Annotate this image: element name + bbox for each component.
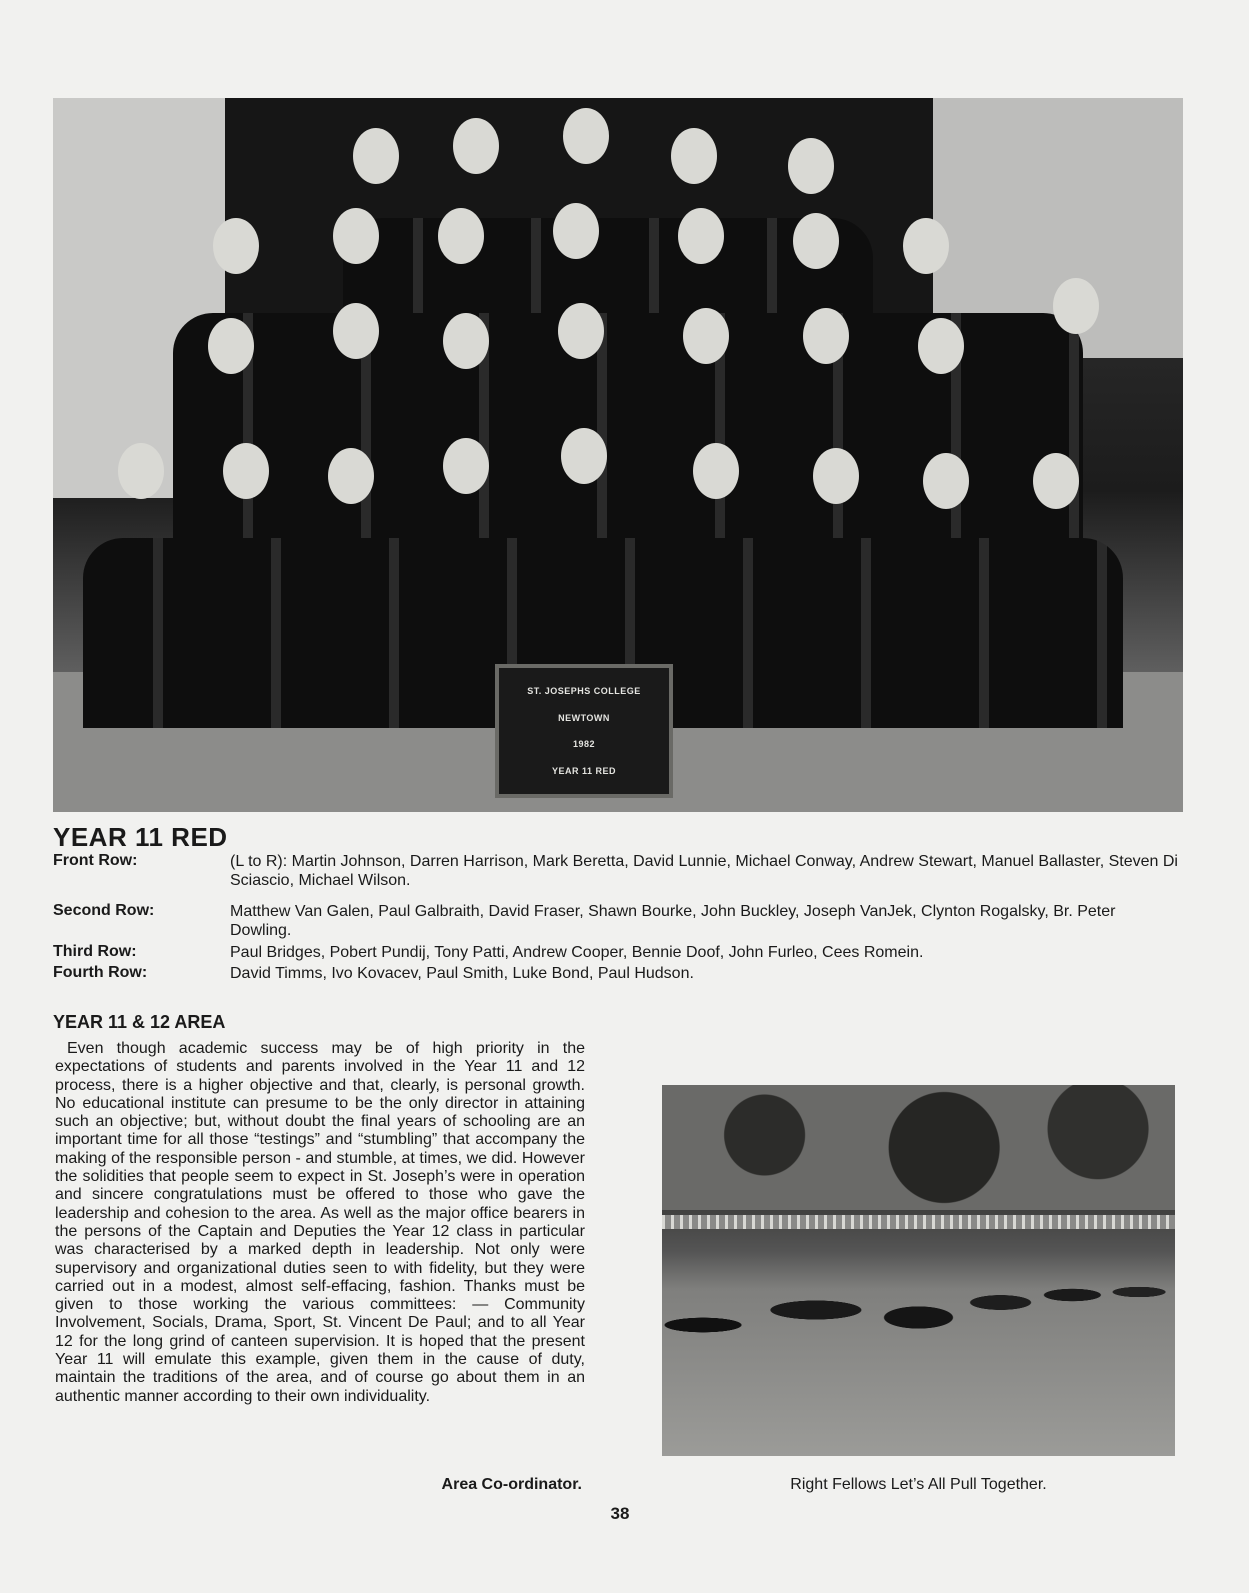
row-label-front: Front Row:	[53, 852, 138, 869]
student-face	[333, 208, 379, 264]
student-face	[213, 218, 259, 274]
row-names-third: Paul Bridges, Pobert Pundij, Tony Patti, Andrew Cooper, Bennie Doof, John Furleo, Cees Romein.	[230, 944, 924, 961]
student-face	[443, 438, 489, 494]
photo-caption: Right Fellows Let’s All Pull Together.	[790, 1476, 1047, 1493]
student-face	[208, 318, 254, 374]
area-body-text: Even though academic success may be of high priority in the expectations of students and parents involved in the Year 11 and 12 process, there is a higher objective and that, clearly, is personal growth. No educational institute can presume to be the only director in attaining such an objective; but, without doubt the final years of schooling are an important time for all those “testings” and “stumbling” that accompany the making of the responsible person - and stumble, at times, we did. However the solidities that people seem to expect in St. Joseph’s were in operation and sincere congratulations must be offered to those who gave the leadership and cohesion to the area. As well as the major office bearers in the persons of the Captain and Deputies the Year 12 class in particular was characterised by a marked depth in leadership. Not only were supervisory and organizational duties seen to with fidelity, but they were carried out in a modest, almost self-effacing, fashion. Thanks must be given to those working the various committees: — Community Involvement, Socials, Drama, Sport, St. Vincent De Paul; and to all Year 12 for the long grind of canteen supervision. It is hoped that the present Year 11 will emulate this example, given them in the cause of duty, maintain the traditions of the area, and of course go about them in an authentic manner according to their own individuality.	[55, 1040, 585, 1405]
student-face	[553, 203, 599, 259]
student-face	[918, 318, 964, 374]
sign-line: 1982	[572, 739, 596, 750]
student-face	[453, 118, 499, 174]
row-names-front: (L to R): Martin Johnson, Darren Harrison, Mark Beretta, David Lunnie, Michael Conway, Andrew Stewart, Manuel Ballaster, Steven Di Sciascio, Michael Wilson.	[230, 853, 1178, 889]
class-sign	[495, 664, 673, 798]
student-face	[558, 303, 604, 359]
row-label-third: Third Row:	[53, 943, 137, 960]
student-face	[353, 128, 399, 184]
photo-fence	[662, 1215, 1175, 1229]
student-face	[118, 443, 164, 499]
photo-tug-team	[662, 1235, 1175, 1385]
section-heading: YEAR 11 RED	[53, 822, 228, 852]
student-face	[1033, 453, 1079, 509]
student-face	[328, 448, 374, 504]
page-number: 38	[610, 1504, 630, 1523]
teacher-face	[1053, 278, 1099, 334]
sign-line: ST. JOSEPHS COLLEGE	[527, 686, 641, 697]
student-face	[793, 213, 839, 269]
student-face	[223, 443, 269, 499]
student-face	[561, 428, 607, 484]
row-names-second: Matthew Van Galen, Paul Galbraith, David Fraser, Shawn Bourke, John Buckley, Joseph VanJek, Clynton Rogalsky, Br. Peter Dowling.	[230, 903, 1116, 939]
row-label-second: Second Row:	[53, 902, 155, 919]
student-face	[443, 313, 489, 369]
student-face	[671, 128, 717, 184]
student-face	[683, 308, 729, 364]
student-face	[678, 208, 724, 264]
student-face	[788, 138, 834, 194]
student-face	[438, 208, 484, 264]
student-face	[563, 108, 609, 164]
class-photo	[53, 98, 1183, 812]
student-face	[693, 443, 739, 499]
student-face	[923, 453, 969, 509]
student-face	[903, 218, 949, 274]
photo-trees	[662, 1085, 1175, 1210]
area-heading: YEAR 11 & 12 AREA	[53, 1012, 226, 1032]
tug-of-war-photo	[662, 1085, 1175, 1456]
area-signoff: Area Co-ordinator.	[441, 1476, 582, 1493]
student-face	[813, 448, 859, 504]
row-names-fourth: David Timms, Ivo Kovacev, Paul Smith, Luke Bond, Paul Hudson.	[230, 965, 694, 982]
sign-line: NEWTOWN	[558, 712, 610, 723]
row-label-fourth: Fourth Row:	[53, 964, 148, 981]
student-face	[333, 303, 379, 359]
student-face	[803, 308, 849, 364]
sign-line: YEAR 11 RED	[551, 765, 617, 776]
